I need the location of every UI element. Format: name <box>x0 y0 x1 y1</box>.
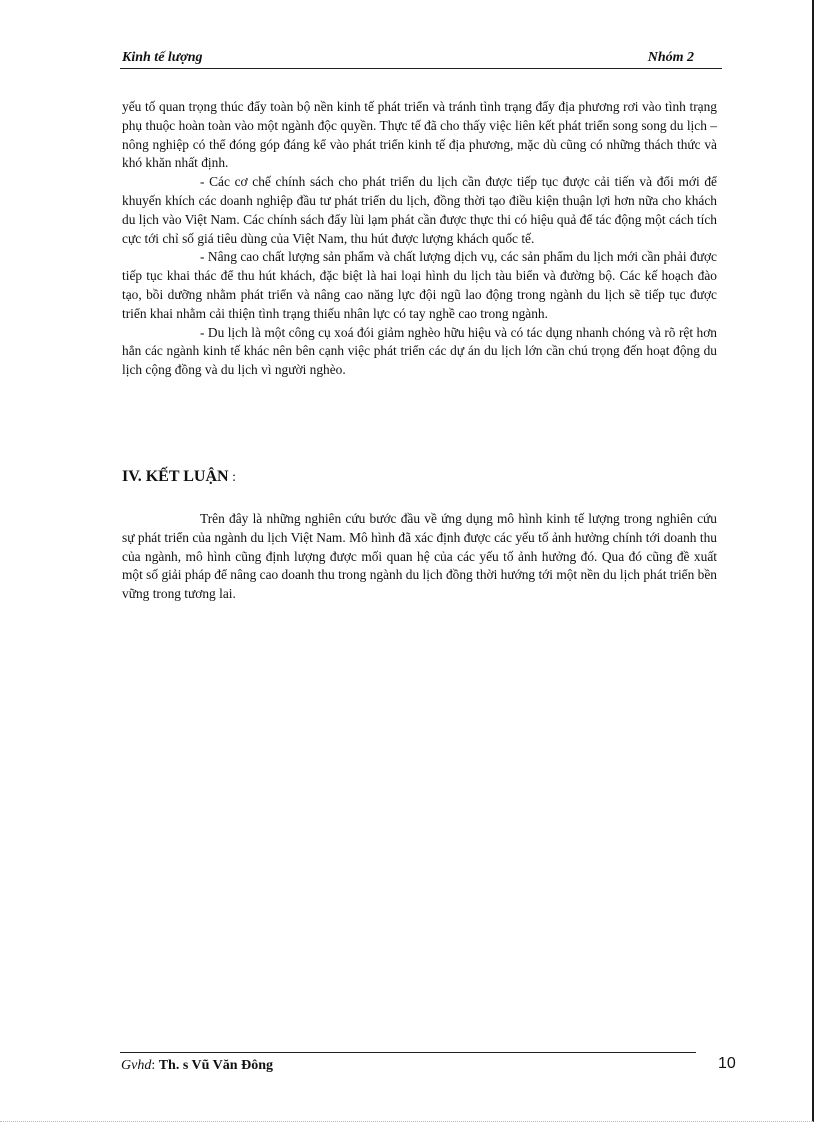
solutions-section <box>122 98 717 380</box>
paragraph-quality: - Nâng cao chất lượng sản phẩm và chất lượng dịch vụ, các sản phẩm du lịch mới cần phải được tiếp tục khai thác để thu hút khách, đặc biệt là hai loại hình du lịch tàu biển và đường bộ. Các kế hoạch đào tạo, bồi dưỡng nhằm phát triển và nâng cao năng lực đội ngũ lao động trong ngành du lịch sẽ tiếp tục được triển khai nhằm cải thiện tình trạng thiếu nhân lực có tay nghề cao trong ngành. <box>122 249 717 321</box>
footer-divider <box>120 1052 696 1053</box>
section-heading-text: IV. KẾT LUẬN <box>122 468 229 485</box>
paragraph-continuation: yếu tố quan trọng thúc đẩy toàn bộ nền kinh tế phát triển và tránh tình trạng đẩy địa phương rơi vào tình trạng phụ thuộc hoàn toàn vào một ngành độc quyền. Thực tế đã cho thấy việc liên kết phát triển song song du lịch – nông nghiệp có thể đóng góp đáng kể vào phát triển kinh tế địa phương, mặc dù cũng có những thách thức và khó khăn nhất định. <box>122 99 717 171</box>
section-heading <box>122 468 236 486</box>
paragraph-policy: - Các cơ chế chính sách cho phát triển du lịch cần được tiếp tục được cải tiến và đổi mới để khuyến khích các doanh nghiệp đầu tư phát triển du lịch, đồng thời tạo điều kiện thuận lợi hơn nữa cho khách du lịch vào Việt Nam. Các chính sách đẩy lùi lạm phát cần được thực thi có hiệu quả để tác động một cách tích cực tới chỉ số giá tiêu dùng của Việt Nam, thu hút được lượng khách quốc tế. <box>122 174 717 246</box>
footer-instructor <box>121 1058 273 1074</box>
conclusion-section <box>122 510 717 604</box>
header-group-name: Nhóm 2 <box>647 50 694 65</box>
section-heading-colon: : <box>228 470 236 485</box>
paragraph-poverty: - Du lịch là một công cụ xoá đói giảm nghèo hữu hiệu và có tác dụng nhanh chóng và rõ rệt hơn hẳn các ngành kinh tế khác nên bên cạnh việc phát triển các dự án du lịch lớn cần chú trọng đến hoạt động du lịch cộng đồng và du lịch vì người nghèo. <box>122 324 717 378</box>
conclusion-paragraph: Trên đây là những nghiên cứu bước đầu về ứng dụng mô hình kinh tế lượng trong nghiên cứu sự phát triển của ngành du lịch Việt Nam. Mô hình đã xác định được các yếu tố ảnh hưởng chính tới doanh thu của ngành, mô hình cũng định lượng được mối quan hệ của các yếu tố ảnh hưởng đó. Qua đó cũng đề xuất một số giải pháp để nâng cao doanh thu trong ngành du lịch đồng thời hướng tới một nền du lịch phát triển bền vững trong tương lai. <box>122 511 717 602</box>
header-course-title: Kinh tế lượng <box>122 50 203 65</box>
footer-instructor-name: Th. s Vũ Văn Đông <box>158 1058 273 1073</box>
footer-gvhd-label: Gvhd <box>121 1058 152 1073</box>
footer-separator: : <box>151 1058 159 1073</box>
page-number: 10 <box>718 1055 736 1072</box>
page-header <box>120 48 722 69</box>
